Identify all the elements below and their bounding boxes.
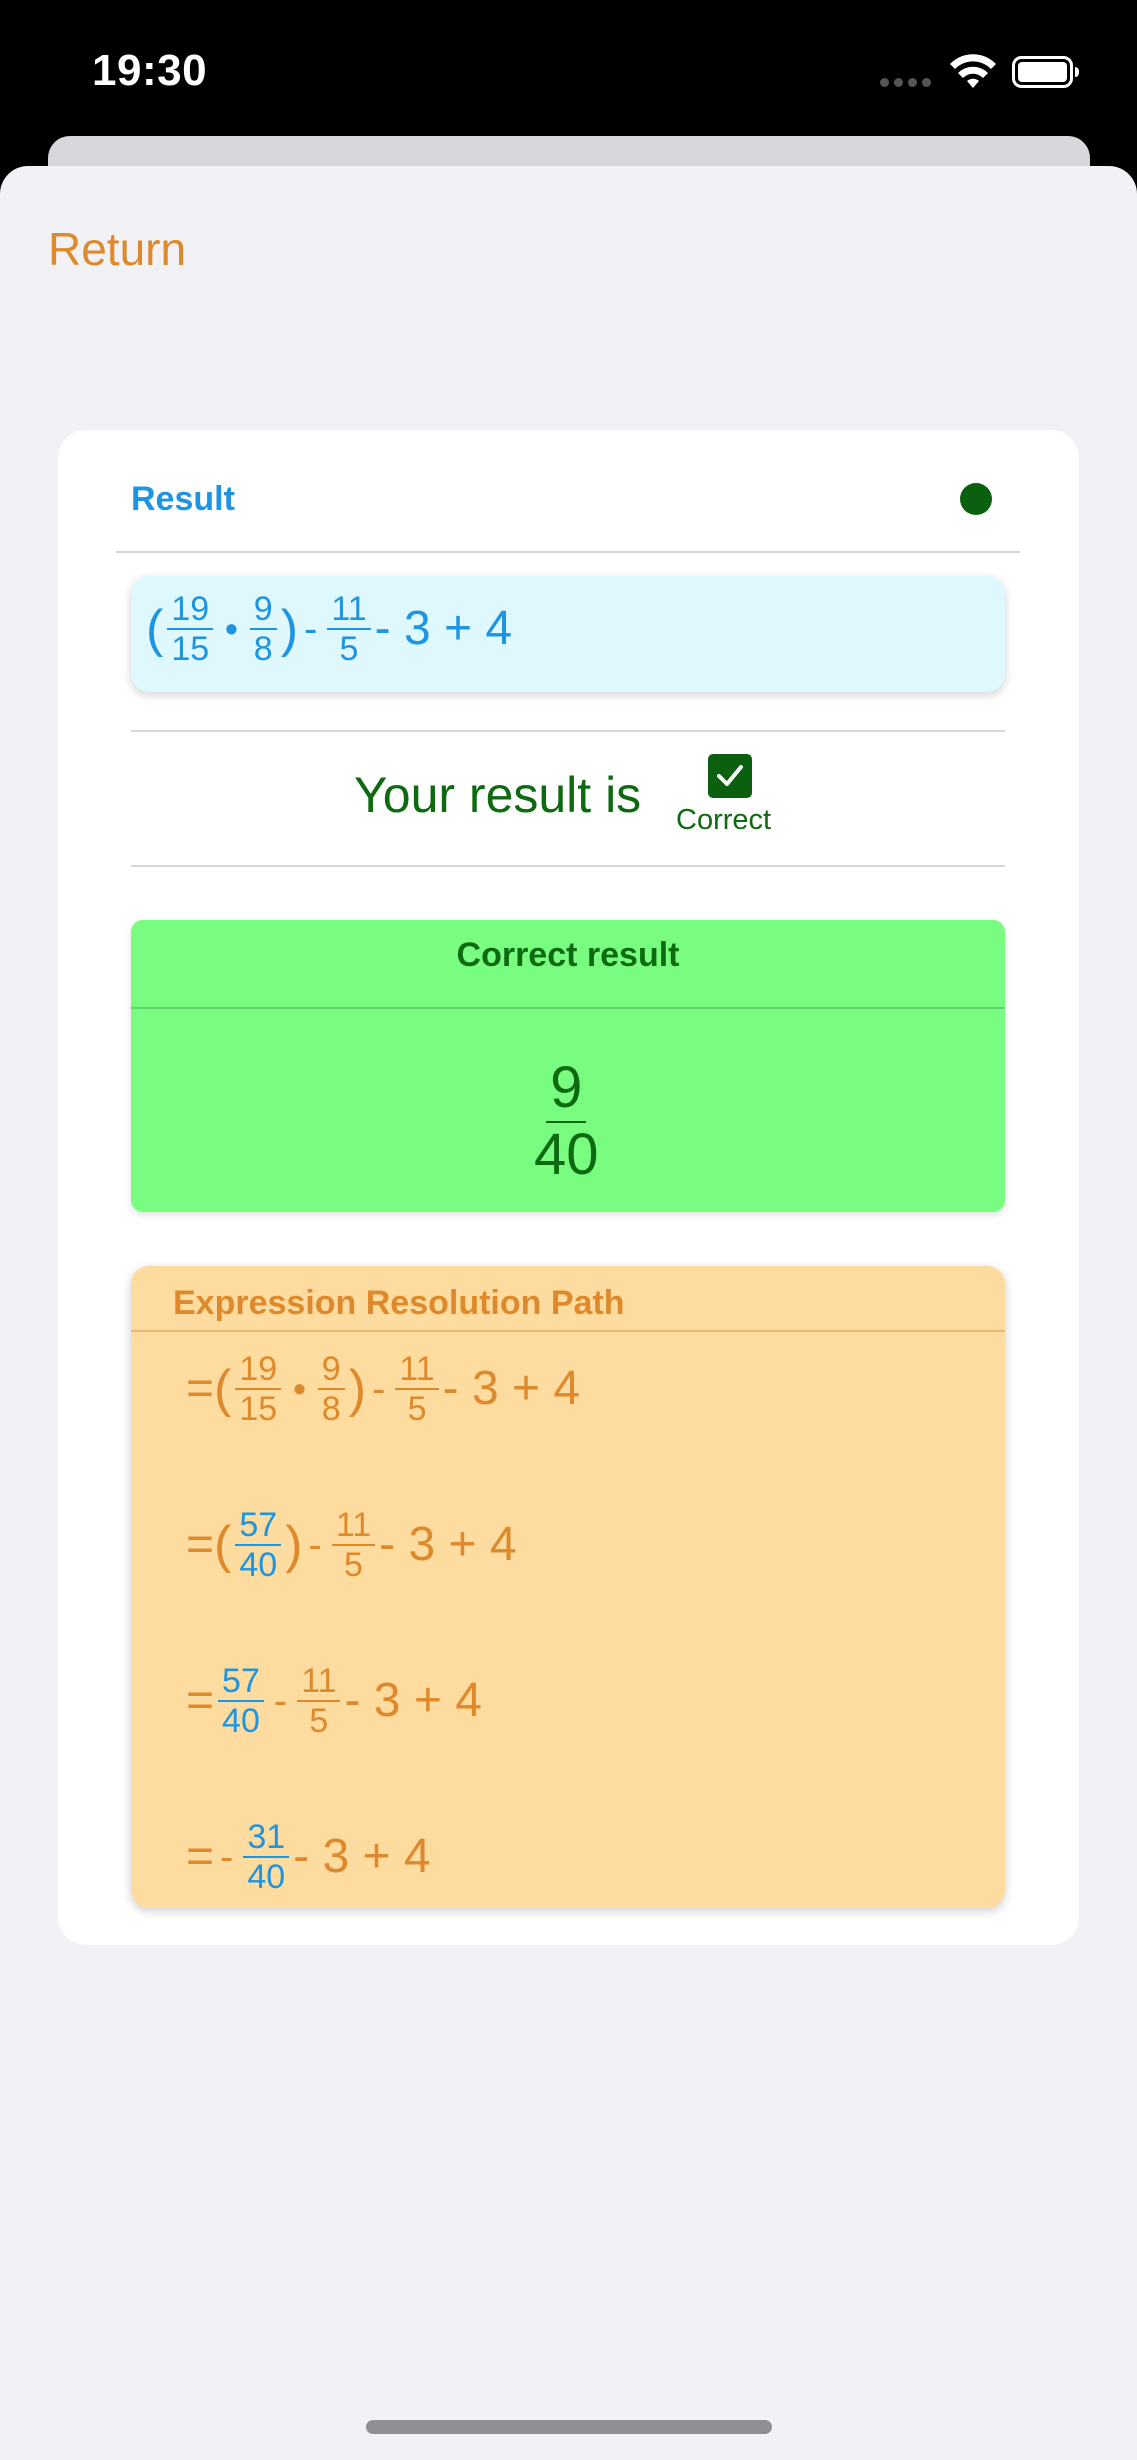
divider: [131, 865, 1005, 867]
correct-result-title: Correct result: [456, 936, 680, 974]
home-indicator[interactable]: [366, 2420, 772, 2434]
cellular-signal-icon: [880, 78, 931, 87]
your-result-text: Your result is: [354, 767, 642, 823]
status-time: 19:30: [92, 46, 208, 95]
divider: [131, 1330, 1005, 1332]
fraction: $\frac{19}{15}$: [167, 590, 213, 668]
fraction: $\frac{19}{15}$: [235, 1350, 281, 1428]
result-title: Result: [131, 480, 235, 518]
fraction: $\frac{11}{5}$: [332, 1506, 375, 1584]
divider: [131, 1007, 1005, 1009]
resolution-step: = $\frac{57}{40}$ - $\frac{11}{5}$ - 3 + 4: [186, 1662, 482, 1741]
resolution-path-title: Expression Resolution Path: [173, 1284, 625, 1322]
status-bar: [0, 0, 1137, 140]
fraction: $\frac{11}{5}$: [327, 590, 370, 668]
fraction: $\frac{31}{40}$: [243, 1818, 289, 1896]
checkbox-checked-icon: [708, 754, 752, 798]
correct-result-fraction: $\frac{9}{40}$: [534, 1055, 599, 1187]
expression: ( $\frac{19}{15}$ • $\frac{9}{8}$ ) - $\frac{11}{5}$ - 3 + 4: [146, 590, 513, 669]
fraction: $\frac{57}{40}$: [235, 1506, 281, 1584]
divider: [131, 730, 1005, 732]
fraction: $\frac{9}{8}$: [250, 590, 277, 668]
resolution-step: = - $\frac{31}{40}$ - 3 + 4: [186, 1818, 431, 1897]
fraction: $\frac{11}{5}$: [297, 1662, 340, 1740]
status-dot-icon: [960, 483, 992, 515]
verdict-label: Correct: [676, 804, 772, 836]
resolution-step: = ( $\frac{57}{40}$ ) - $\frac{11}{5}$ - 3 + 4: [186, 1506, 517, 1585]
fraction: $\frac{57}{40}$: [218, 1662, 264, 1740]
resolution-step: = ( $\frac{19}{15}$ • $\frac{9}{8}$ ) - $\frac{11}{5}$ - 3 + 4: [186, 1350, 581, 1429]
wifi-icon: [948, 52, 998, 92]
divider: [116, 551, 1020, 553]
battery-icon: [1012, 56, 1080, 88]
fraction: $\frac{9}{8}$: [318, 1350, 345, 1428]
fraction: $\frac{11}{5}$: [395, 1350, 438, 1428]
return-button[interactable]: Return: [48, 223, 187, 275]
